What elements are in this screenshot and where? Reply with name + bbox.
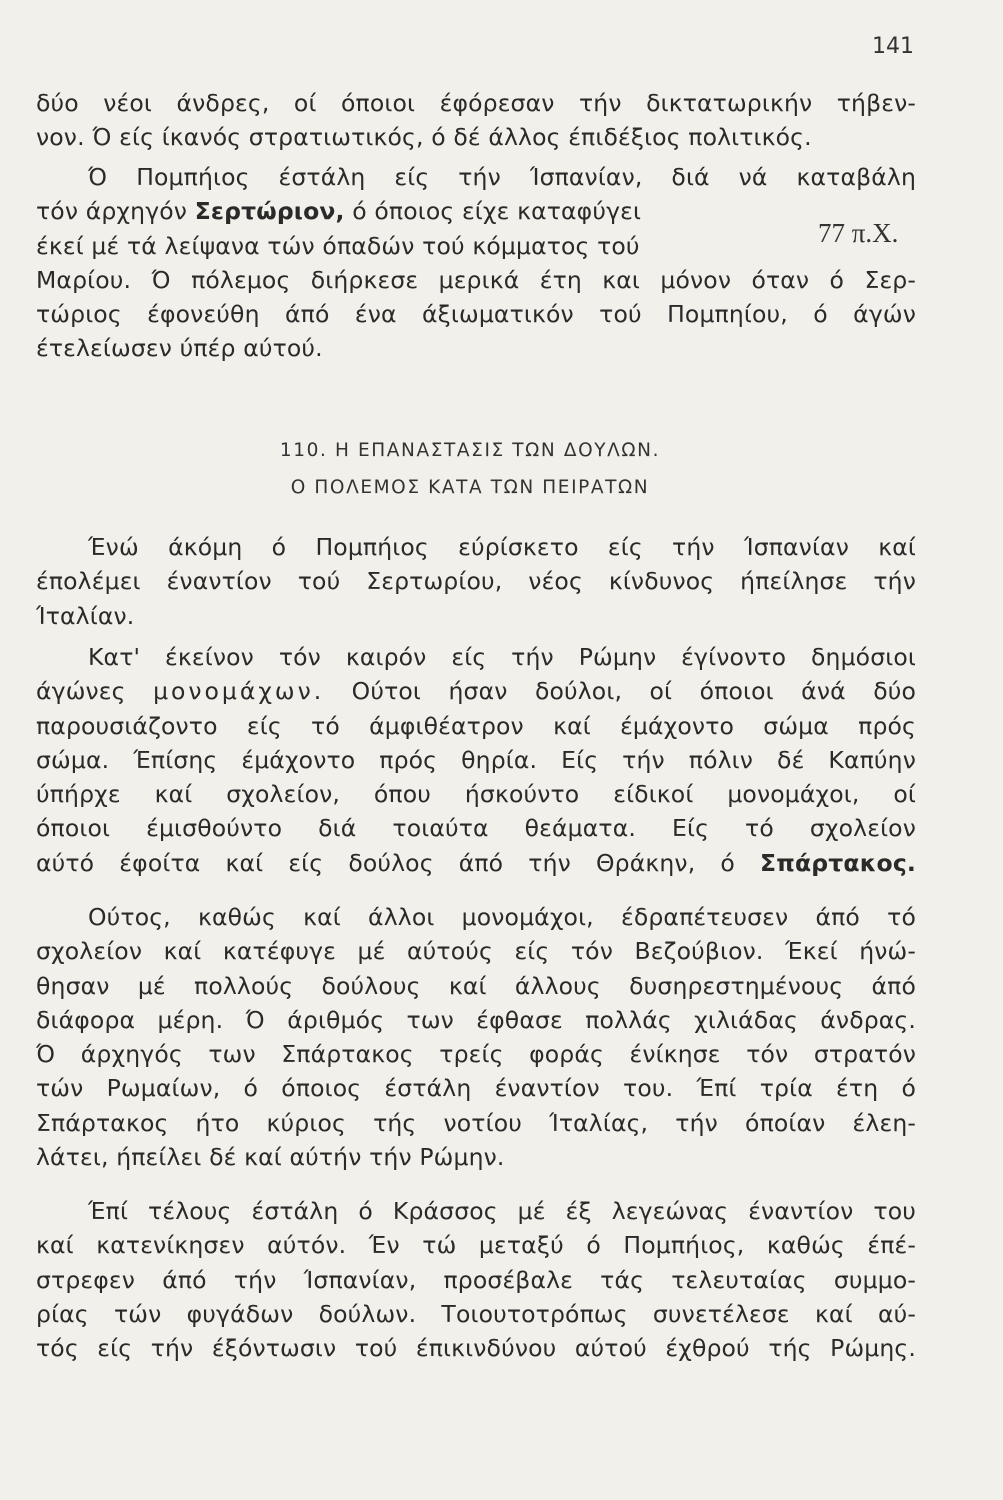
text-line: Ούτος, καθώς καί άλλοι μονομάχοι, έδραπέτευσεν άπό τό xyxy=(88,903,916,931)
text-line: δύο νέοι άνδρες, οί όποιοι έφόρεσαν τήν δικτατωρικήν τήβεν- xyxy=(36,89,916,117)
text-line: Σπάρτακος ήτο κύριος τής νοτίου Ίταλίας, τήν όποίαν έλεη- xyxy=(36,1108,916,1137)
text-line: τών Ρωμαίων, ό όποιος έστάλη έναντίον του. Έπί τρία έτη ό xyxy=(36,1074,916,1103)
text-line: λάτει, ήπείλει δέ καί αύτήν τήν Ρώμην. xyxy=(36,1143,505,1172)
text-line: σχολείον καί κατέφυγε μέ αύτούς είς τόν Βεζούβιον. Έκεί ήνώ- xyxy=(36,937,916,966)
text-line: ύπήρχε καί σχολείον, όπου ήσκούντο είδικοί μονομάχοι, οί xyxy=(36,780,916,809)
text-line: έκεί μέ τά λείψανα τών όπαδών τού κόμματος τού xyxy=(36,231,640,260)
text-line: Μαρίου. Ό πόλεμος διήρκεσε μερικά έτη και μόνον όταν ό Σερ- xyxy=(36,265,916,294)
name-sertorius: Σερτώριον, xyxy=(194,197,345,226)
text-line: διάφορα μέρη. Ό άριθμός των έφθασε πολλάς χιλιάδας άνδρας. xyxy=(36,1005,916,1034)
paragraph-gladiators xyxy=(36,640,916,880)
paragraph-spartacus-revolt xyxy=(36,900,916,1174)
text-line: Κατ' έκείνον τόν καιρόν είς τήν Ρώμην έγίνοντο δημόσιοι xyxy=(88,643,916,671)
name-spartacus: Σπάρτακος. xyxy=(760,848,916,877)
text-line: όποιοι έμισθούντο διά τοιαύτα θεάματα. Είς τό σχολείον xyxy=(36,814,916,843)
paragraph-pompey-spain xyxy=(36,160,916,366)
paragraph-crassus xyxy=(36,1194,916,1365)
text-fragment: αύτό έφοίτα καί είς δούλος άπό τήν Θράκην, ό xyxy=(36,848,761,877)
section-heading-line1: 110. Η ΕΠΑΝΑΣΤΑΣΙΣ ΤΩΝ ΔΟΥΛΩΝ. xyxy=(279,440,661,461)
text-line: Ό Πομπήιος έστάλη είς τήν Ίσπανίαν, διά νά καταβάλη xyxy=(88,163,916,191)
section-heading-line2: Ο ΠΟΛΕΜΟΣ ΚΑΤΑ ΤΩΝ ΠΕΙΡΑΤΩΝ xyxy=(290,477,650,498)
text-line: Ό άρχηγός των Σπάρτακος τρείς φοράς ένίκησε τόν στρατόν xyxy=(36,1040,916,1069)
page-number: 141 xyxy=(872,34,914,59)
paragraph-new-danger xyxy=(36,530,916,633)
text-line xyxy=(36,674,916,708)
text-line: στρεφεν άπό τήν Ίσπανίαν, προσέβαλε τάς τελευταίας συμμο- xyxy=(36,1265,916,1294)
text-line: νον. Ό είς ίκανός στρατιωτικός, ό δέ άλλος έπιδέξιος πολιτικός. xyxy=(36,123,812,152)
text-line: Ένώ άκόμη ό Πομπήιος εύρίσκετο είς τήν Ίσπανίαν καί xyxy=(88,533,916,561)
text-line: σώμα. Έπίσης έμάχοντο πρός θηρία. Είς τήν πόλιν δέ Καπύην xyxy=(36,745,916,774)
text-fragment: τόν άρχηγόν xyxy=(36,197,195,226)
text-line: τώριος έφονεύθη άπό ένα άξιωματικόν τού Πομπηίου, ό άγών xyxy=(36,300,916,329)
text-line: Έπί τέλους έστάλη ό Κράσσος μέ έξ λεγεώνας έναντίον του xyxy=(88,1197,916,1225)
text-line: τός είς τήν έξόντωσιν τού έπικινδύνου αύτού έχθρού τής Ρώμης. xyxy=(36,1334,916,1363)
text-line: καί κατενίκησεν αύτόν. Έν τώ μεταξύ ό Πομπήιος, καθώς έπέ- xyxy=(36,1231,916,1260)
text-line: Ίταλίαν. xyxy=(36,601,135,630)
text-fragment: άγώνες xyxy=(36,677,154,706)
text-line: θησαν μέ πολλούς δούλους καί άλλους δυσηρεστημένους άπό xyxy=(36,971,916,1000)
text-line: παρουσιάζοντο είς τό άμφιθέατρον καί έμάχοντο σώμα πρός xyxy=(36,711,916,740)
text-fragment: ό όποιος είχε καταφύγει xyxy=(344,197,642,226)
margin-date-note: 77 π.Χ. xyxy=(818,218,899,248)
paragraph-continuation xyxy=(36,86,916,155)
text-line: έπολέμει έναντίον τού Σερτωρίου, νέος κίνδυνος ήπείλησε τήν xyxy=(36,567,916,596)
text-fragment: Ούτοι ήσαν δούλοι, οί όποιοι άνά δύο xyxy=(324,677,917,706)
text-line: ρίας τών φυγάδων δούλων. Τοιουτοτρόπως συνετέλεσε καί αύ- xyxy=(36,1299,916,1328)
text-line xyxy=(36,846,916,880)
text-line xyxy=(36,194,806,228)
term-gladiators: μονομάχων. xyxy=(153,677,325,706)
text-line: έτελείωσεν ύπέρ αύτού. xyxy=(36,334,323,363)
